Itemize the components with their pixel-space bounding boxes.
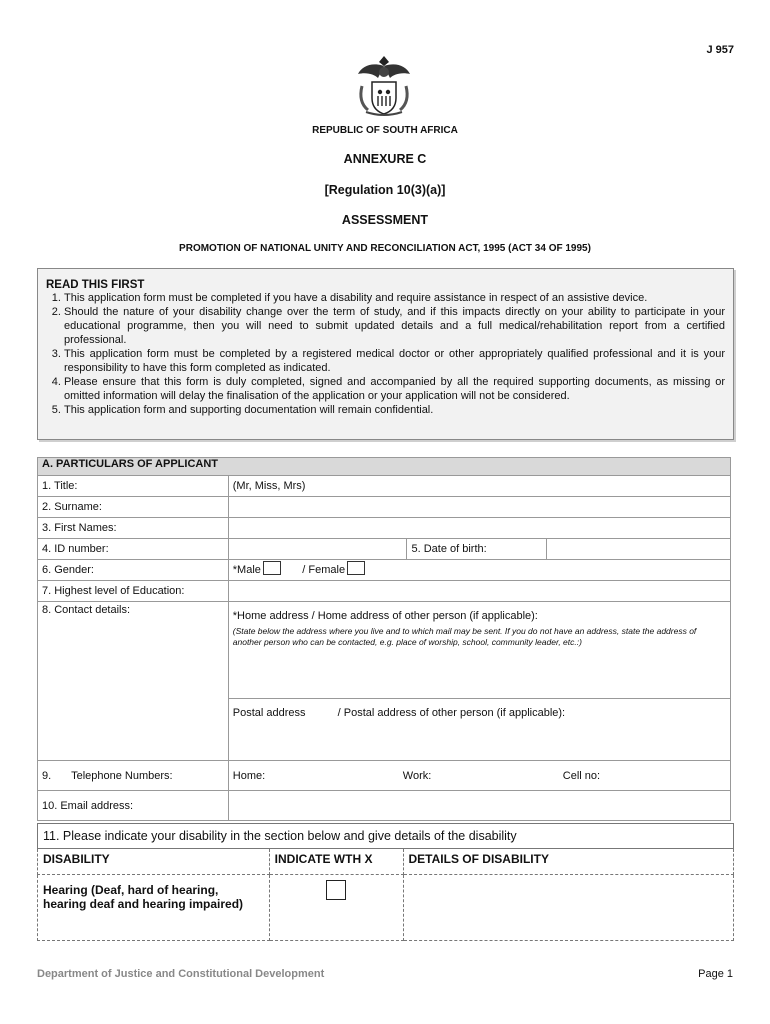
home-address-label: *Home address / Home address of other person (if applicable): [232, 610, 538, 622]
cell-phone-label: Cell no: [562, 769, 601, 782]
applicant-particulars-table [37, 457, 731, 821]
read-first-list [46, 291, 725, 417]
title-label: 1. Title: [38, 476, 229, 497]
telephone-field[interactable] [228, 761, 730, 791]
male-checkbox[interactable] [263, 561, 281, 575]
disability-details-field[interactable] [403, 875, 733, 941]
email-label: 10. Email address: [38, 791, 229, 821]
list-item: 1. This application form must be completed if you have a disability and require assistance in respect of an assistive device. [64, 291, 725, 305]
telephone-number-prefix: 9. [42, 769, 52, 782]
country-heading: REPUBLIC OF SOUTH AFRICA [312, 125, 458, 136]
surname-field[interactable] [228, 497, 730, 518]
female-checkbox[interactable] [347, 561, 365, 575]
email-field[interactable] [228, 791, 730, 821]
list-item: 5. This application form and supporting documentation will remain confidential. [64, 403, 725, 417]
first-names-label: 3. First Names: [38, 518, 229, 539]
list-item: 3. This application form must be completed by a registered medical doctor or other appropriately qualified professional and it is your responsibility to have this form completed as indicated. [64, 347, 725, 375]
read-first-heading: READ THIS FIRST [46, 279, 145, 291]
department-footer: Department of Justice and Constitutional Development [37, 968, 325, 980]
id-number-label: 4. ID number: [38, 539, 229, 560]
female-label: / Female [302, 564, 346, 576]
telephone-label [38, 761, 229, 791]
disability-column-header: DISABILITY [38, 849, 270, 875]
coat-of-arms-logo [354, 52, 414, 118]
form-code: J 957 [706, 44, 734, 56]
act-heading: PROMOTION OF NATIONAL UNITY AND RECONCILIATION ACT, 1995 (ACT 34 OF 1995) [179, 243, 591, 254]
regulation-heading: [Regulation 10(3)(a)] [324, 183, 446, 197]
page-number: Page 1 [698, 968, 733, 980]
contact-details-label: 8. Contact details: [38, 602, 229, 761]
list-item: 4. Please ensure that this form is duly completed, signed and accompanied by all the required supporting documents, as missing or omitted information will delay the finalisation of the application or your application will not be considered. [64, 375, 725, 403]
date-of-birth-label: 5. Date of birth: [407, 539, 547, 560]
postal-address-other-label: / Postal address of other person (if applicable): [337, 707, 566, 719]
disability-row-label: Hearing (Deaf, hard of hearing, hearing deaf and hearing impaired) [38, 875, 270, 941]
surname-label: 2. Surname: [38, 497, 229, 518]
gender-label: 6. Gender: [38, 560, 229, 581]
page-title: ASSESSMENT [341, 213, 429, 227]
title-hint: (Mr, Miss, Mrs) [232, 480, 306, 492]
section-a-heading: A. PARTICULARS OF APPLICANT [38, 458, 731, 476]
postal-address-field[interactable] [228, 699, 730, 761]
hearing-checkbox[interactable] [326, 880, 346, 900]
list-item: 2. Should the nature of your disability change over the term of study, and if this impacts directly on your ability to participate in your educational programme, then you will need to submit updated details and a full medical/rehabilitation report from a certified professional. [64, 305, 725, 347]
disability-table [37, 823, 734, 941]
indicate-column-header: INDICATE WTH X [269, 849, 403, 875]
read-first-box [37, 268, 734, 440]
annex-heading: ANNEXURE C [343, 152, 427, 166]
work-phone-label: Work: [402, 769, 432, 782]
title-field[interactable] [228, 476, 730, 497]
home-address-note: (State below the address where you live and to which mail may be sent. If you do not have an address, state the address of another person who can be contacted, e.g. place of worship, school, community leader, etc.:) [232, 626, 697, 647]
education-field[interactable] [228, 581, 730, 602]
disability-intro: 11. Please indicate your disability in the section below and give details of the disability [38, 824, 734, 849]
gender-field [228, 560, 730, 581]
postal-address-label: Postal address [232, 707, 306, 719]
home-address-field[interactable] [228, 602, 730, 699]
details-column-header: DETAILS OF DISABILITY [403, 849, 733, 875]
telephone-label-text: Telephone Numbers: [71, 769, 173, 782]
education-label: 7. Highest level of Education: [38, 581, 229, 602]
home-phone-label: Home: [232, 769, 266, 782]
indicate-cell [269, 875, 403, 941]
male-label: *Male [232, 564, 261, 576]
first-names-field[interactable] [228, 518, 730, 539]
date-of-birth-field[interactable] [547, 539, 731, 560]
id-number-field[interactable] [228, 539, 407, 560]
